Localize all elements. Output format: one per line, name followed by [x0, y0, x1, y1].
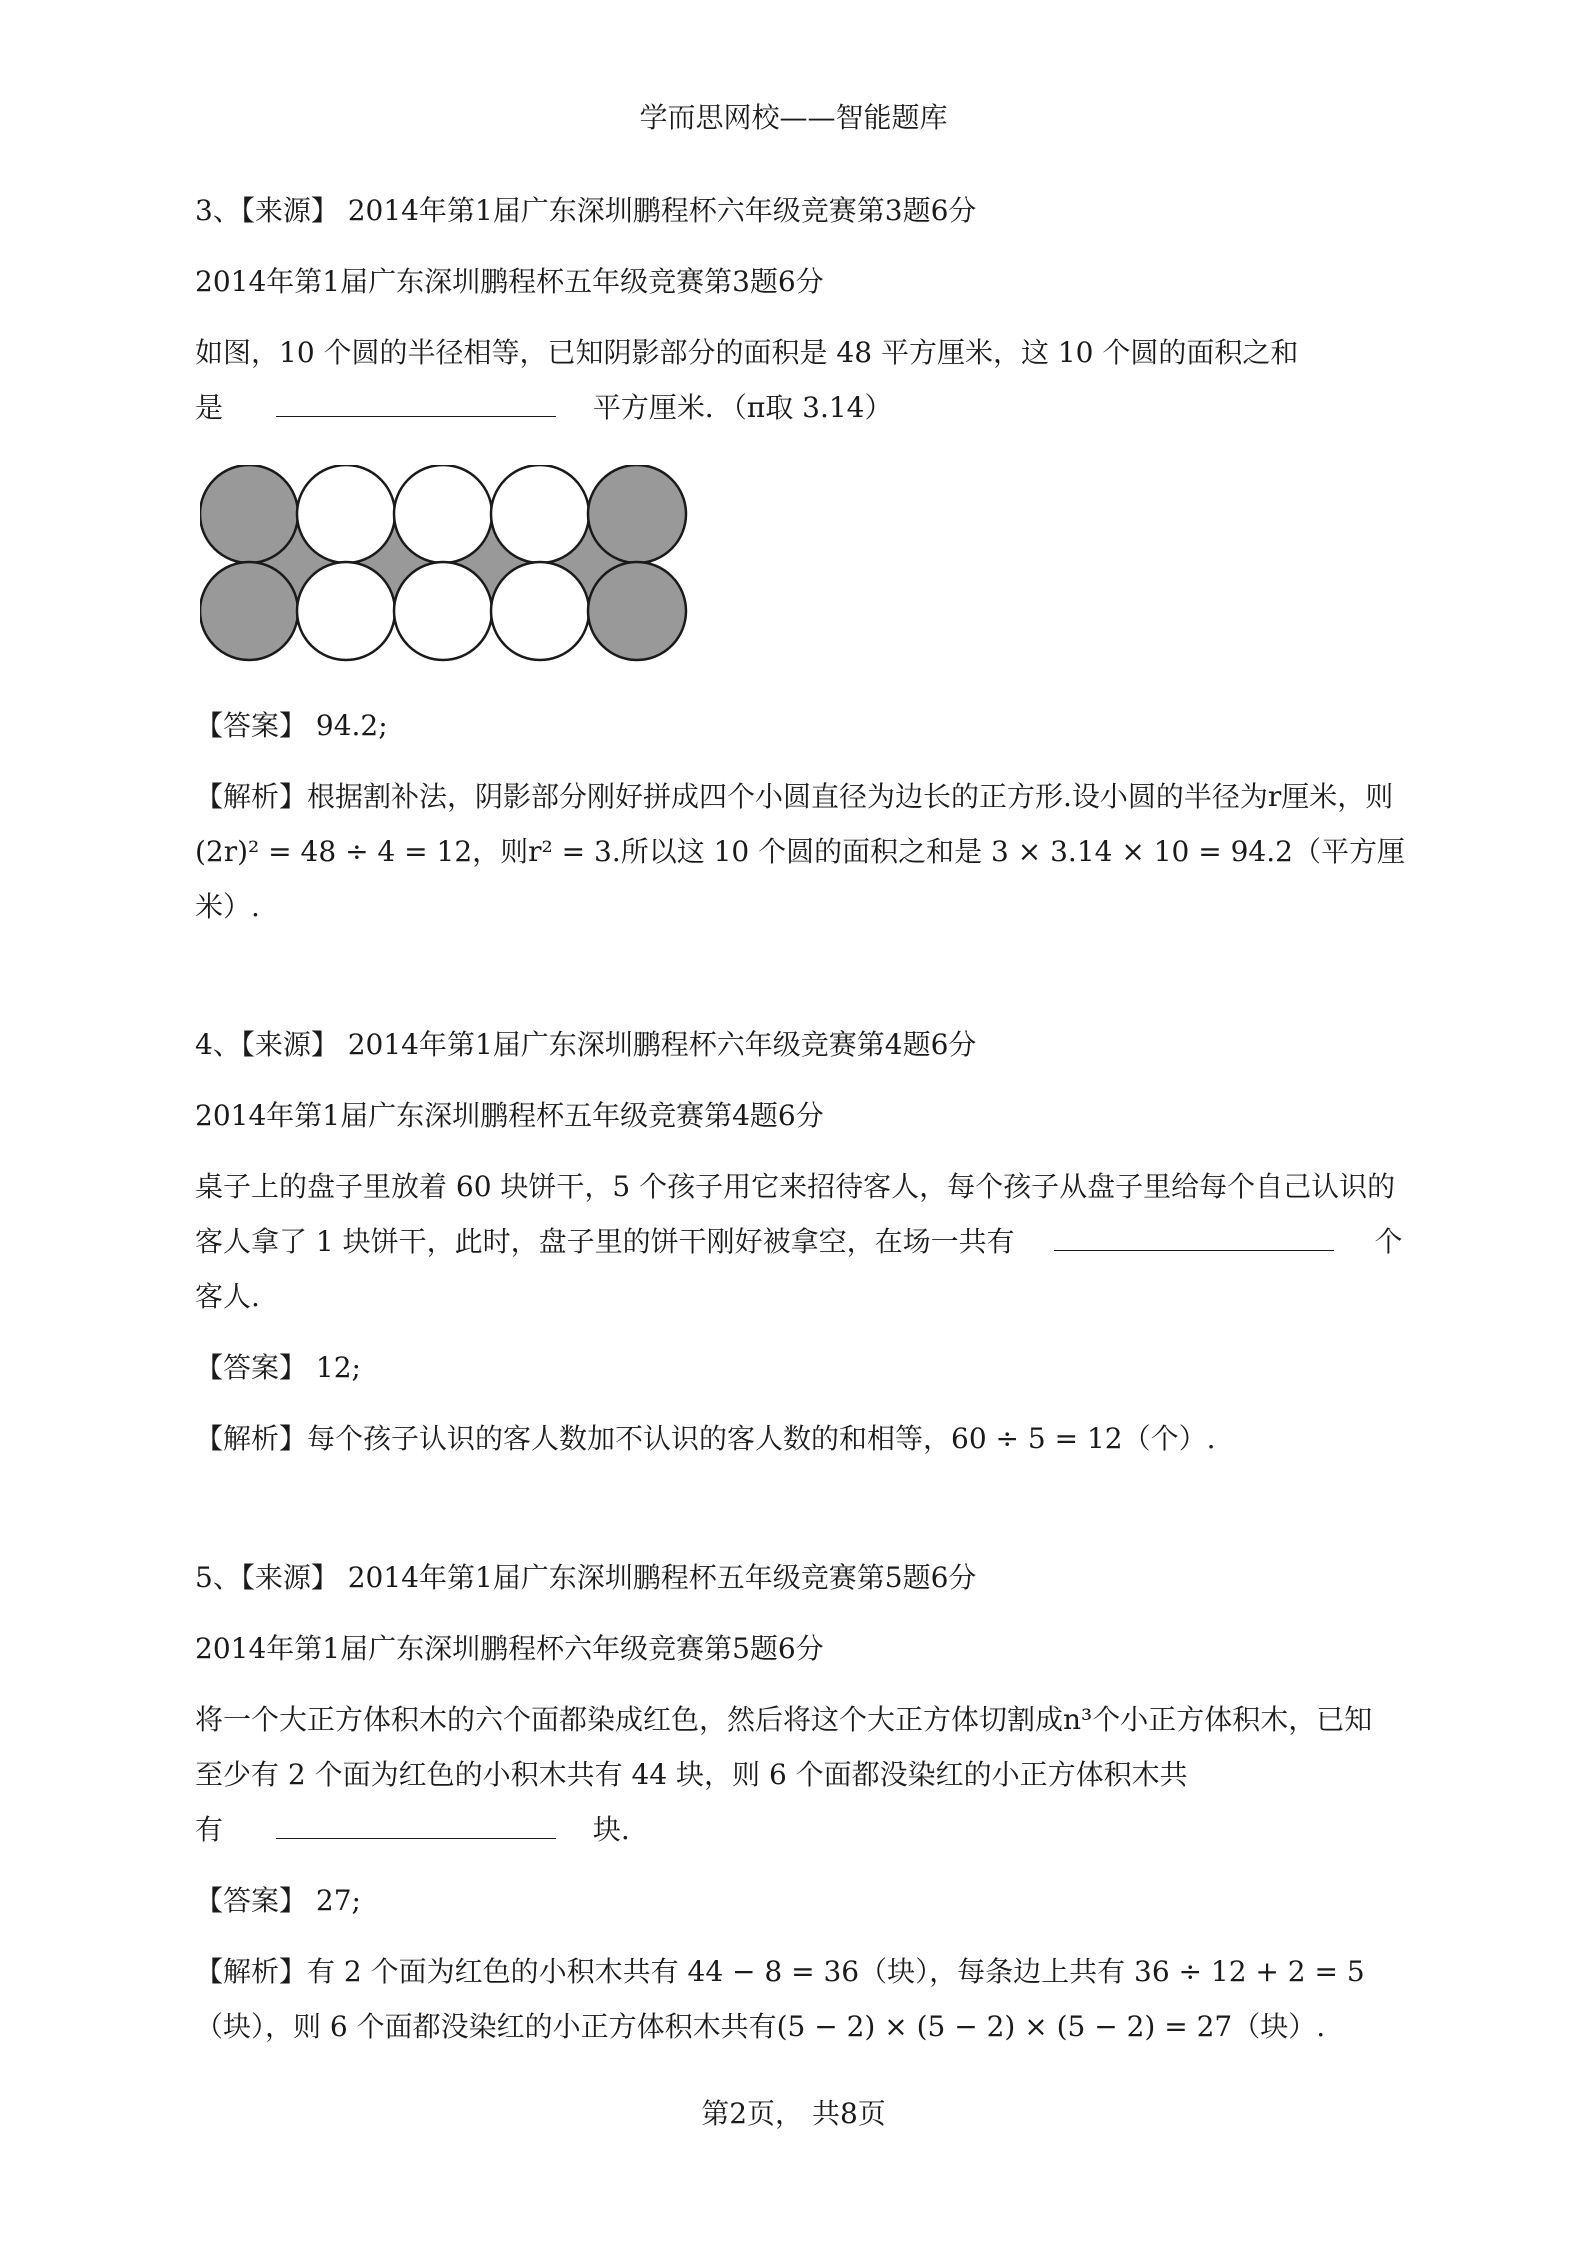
q3-text-suffix: 平方厘米．（π取 3.14） [592, 391, 893, 424]
q3-source-alt: 2014年第1届广东深圳鹏程杯五年级竞赛第3题6分 [195, 265, 824, 298]
q3-answer-blank [276, 390, 556, 417]
q5-analysis-line2: （块），则 6 个面都没染红的小正方体积木共有(5 − 2) × (5 − 2) × (5 − 2) = 27（块）. [195, 2010, 1326, 2043]
q5-analysis-line1: 【解析】有 2 个面为红色的小积木共有 44 − 8 = 36（块），每条边上共有 36 ÷ 12 + 2 = 5 [195, 1955, 1365, 1988]
q5-text-line3 [195, 1812, 630, 1848]
q5-text-line1: 将一个大正方体积木的六个面都染成红色，然后将这个大正方体切割成n³个小正方体积木，已知 [195, 1703, 1373, 1736]
q5-text-suffix: 块. [592, 1813, 630, 1846]
white-circle [297, 465, 395, 563]
q5-source: 5、【来源】 2014年第1届广东深圳鹏程杯五年级竞赛第5题6分 [195, 1561, 977, 1594]
white-circle [297, 562, 395, 660]
q3-text-line1: 如图，10 个圆的半径相等，已知阴影部分的面积是 48 平方厘米，这 10 个圆的面积之和 [195, 336, 1299, 369]
shaded-circle [200, 562, 298, 660]
q3-answer: 【答案】 94.2; [195, 709, 388, 742]
page-header: 学而思网校——智能题库 [639, 101, 948, 134]
q5-answer: 【答案】 27; [195, 1884, 361, 1917]
shaded-circle [200, 465, 298, 563]
page-footer: 第2页， 共8页 [701, 2097, 886, 2130]
q5-source-alt: 2014年第1届广东深圳鹏程杯六年级竞赛第5题6分 [195, 1632, 824, 1665]
q3-analysis-line1: 【解析】根据割补法，阴影部分刚好拼成四个小圆直径为边长的正方形.设小圆的半径为r厘米，则 [195, 780, 1394, 813]
q4-text-line2 [195, 1224, 1402, 1260]
q4-answer: 【答案】 12; [195, 1351, 361, 1384]
q4-text-line3: 客人. [195, 1280, 260, 1313]
q3-text-prefix: 是 [195, 391, 224, 424]
q3-text-line2 [195, 390, 892, 426]
q4-text-line1: 桌子上的盘子里放着 60 块饼干，5 个孩子用它来招待客人，每个孩子从盘子里给每个自己认识的 [195, 1170, 1396, 1203]
q3-source: 3、【来源】 2014年第1届广东深圳鹏程杯六年级竞赛第3题6分 [195, 194, 977, 227]
q4-source-alt: 2014年第1届广东深圳鹏程杯五年级竞赛第4题6分 [195, 1099, 824, 1132]
q5-text-line2: 至少有 2 个面为红色的小积木共有 44 块，则 6 个面都没染红的小正方体积木共 [195, 1758, 1188, 1791]
q3-analysis-line3: 米）. [195, 890, 260, 923]
shaded-circle [588, 465, 686, 563]
q4-source: 4、【来源】 2014年第1届广东深圳鹏程杯六年级竞赛第4题6分 [195, 1028, 977, 1061]
white-circle [394, 562, 492, 660]
white-circle [394, 465, 492, 563]
white-circle [491, 562, 589, 660]
q5-text-prefix: 有 [195, 1813, 224, 1846]
q4-text-suffix: 个 [1374, 1225, 1403, 1258]
q4-text-prefix: 客人拿了 1 块饼干，此时，盘子里的饼干刚好被拿空，在场一共有 [195, 1225, 1015, 1258]
white-circle [491, 465, 589, 563]
q4-analysis-line1: 【解析】每个孩子认识的客人数加不认识的客人数的和相等，60 ÷ 5 = 12（个）. [195, 1422, 1216, 1455]
q3-analysis-line2: (2r)² = 48 ÷ 4 = 12，则r² = 3.所以这 10 个圆的面积之和是 3 × 3.14 × 10 = 94.2（平方厘 [195, 835, 1405, 868]
ten-circles-figure [200, 465, 700, 670]
shaded-circle [588, 562, 686, 660]
q4-answer-blank [1054, 1224, 1334, 1251]
q5-answer-blank [276, 1812, 556, 1839]
